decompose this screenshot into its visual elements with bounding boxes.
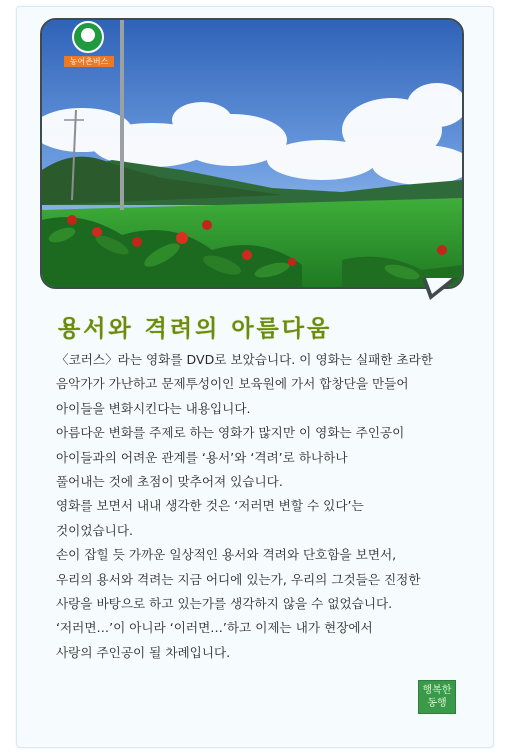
body-line: 풀어내는 것에 초점이 맞추어져 있습니다.	[56, 474, 283, 490]
article-title: 용서와 격려의 아름다움	[58, 316, 333, 342]
body-line: 우리의 용서와 격려는 지금 어디에 있는가, 우리의 그것들은 진정한	[56, 571, 421, 587]
speech-bubble-tail	[420, 278, 460, 302]
badge-line-2: 동행	[427, 698, 447, 709]
body-line: ‘저러면…’이 아니라 ‘이러면…’하고 이제는 내가 현장에서	[56, 620, 373, 636]
sign-pole	[120, 20, 124, 210]
happy-companion-badge	[418, 680, 456, 714]
body-line: 것이었습니다.	[56, 522, 133, 538]
badge-line-1: 행복한	[422, 685, 452, 696]
body-line: 사랑을 바탕으로 하고 있는가를 생각하지 않을 수 없었습니다.	[56, 596, 393, 612]
body-line: 〈코러스〉라는 영화를 DVD로 보았습니다. 이 영화는 실패한 초라한	[56, 352, 433, 367]
body-line: 음악가가 가난하고 문제투성이인 보육원에 가서 합창단을 만들어	[56, 376, 409, 392]
body-line: 아름다운 변화를 주제로 하는 영화가 많지만 이 영화는 주인공이	[56, 425, 405, 441]
body-line: 사랑의 주인공이 될 차례입니다.	[56, 644, 231, 660]
bus-sign-label: 농어촌버스	[69, 57, 109, 66]
article-body	[56, 348, 456, 665]
body-line: 아이들을 변화시킨다는 내용입니다.	[56, 400, 251, 416]
body-line: 아이들과의 어려운 관계를 ‘용서’와 ‘격려’로 하나하나	[56, 449, 348, 465]
landscape-photo	[40, 18, 464, 289]
body-line: 영화를 보면서 내내 생각한 것은 ‘저러면 변할 수 있다’는	[56, 498, 364, 514]
landscape-illustration	[42, 20, 462, 287]
body-line: 손이 잡힐 듯 가까운 일상적인 용서와 격려와 단호함을 보면서,	[56, 547, 397, 563]
